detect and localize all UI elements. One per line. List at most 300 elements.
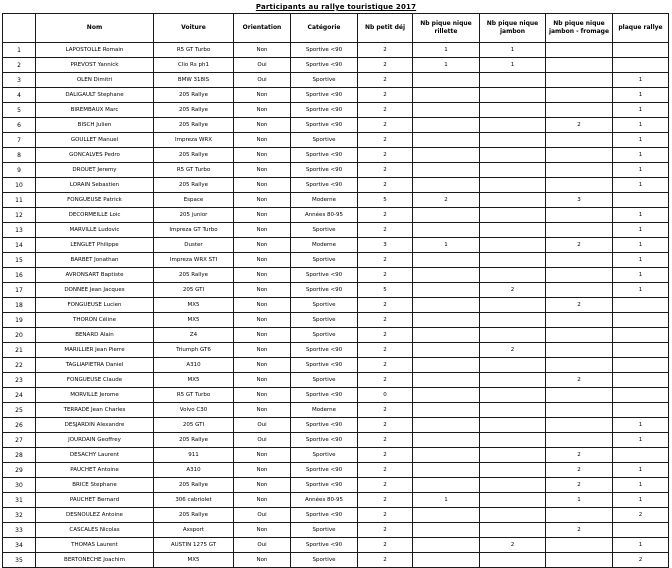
cell-categorie[interactable]: Sportive xyxy=(291,448,358,463)
cell-index[interactable]: 15 xyxy=(3,253,36,268)
cell-voiture[interactable]: A310 xyxy=(154,463,234,478)
cell-jambon[interactable] xyxy=(480,223,546,238)
cell-jambon-fromage[interactable] xyxy=(546,343,613,358)
cell-index[interactable]: 27 xyxy=(3,433,36,448)
cell-rillette[interactable] xyxy=(413,343,480,358)
cell-rillette[interactable] xyxy=(413,463,480,478)
cell-nom[interactable]: LAPOSTOLLE Romain xyxy=(36,43,154,58)
cell-nom[interactable]: LORAIN Sebastien xyxy=(36,178,154,193)
cell-nom[interactable]: CASCALES Nicolas xyxy=(36,523,154,538)
cell-jambon-fromage[interactable] xyxy=(546,73,613,88)
header-orientation[interactable]: Orientation xyxy=(234,14,291,43)
cell-jambon[interactable] xyxy=(480,373,546,388)
cell-plaque[interactable] xyxy=(613,43,669,58)
cell-orientation[interactable]: Non xyxy=(234,148,291,163)
cell-jambon-fromage[interactable] xyxy=(546,433,613,448)
cell-voiture[interactable]: 205 GTI xyxy=(154,418,234,433)
cell-jambon-fromage[interactable]: 3 xyxy=(546,193,613,208)
cell-nom[interactable]: DESNOULEZ Antoine xyxy=(36,508,154,523)
cell-petit-dej[interactable]: 2 xyxy=(358,403,413,418)
cell-categorie[interactable]: Sportive <90 xyxy=(291,178,358,193)
cell-nom[interactable]: BENARD Alain xyxy=(36,328,154,343)
cell-jambon-fromage[interactable] xyxy=(546,103,613,118)
cell-voiture[interactable]: 911 xyxy=(154,448,234,463)
cell-orientation[interactable]: Non xyxy=(234,103,291,118)
cell-nom[interactable]: DROUET Jeremy xyxy=(36,163,154,178)
cell-nom[interactable]: GONCALVES Pedro xyxy=(36,148,154,163)
cell-nom[interactable]: JOURDAIN Geoffrey xyxy=(36,433,154,448)
cell-voiture[interactable]: Triumph GT6 xyxy=(154,343,234,358)
cell-index[interactable]: 13 xyxy=(3,223,36,238)
cell-index[interactable]: 6 xyxy=(3,118,36,133)
cell-rillette[interactable] xyxy=(413,253,480,268)
cell-orientation[interactable]: Oui xyxy=(234,418,291,433)
cell-voiture[interactable]: BMW 318IS xyxy=(154,73,234,88)
cell-index[interactable]: 26 xyxy=(3,418,36,433)
cell-jambon[interactable] xyxy=(480,148,546,163)
cell-nom[interactable]: TAGLIAPIETRA Daniel xyxy=(36,358,154,373)
cell-petit-dej[interactable]: 2 xyxy=(358,268,413,283)
cell-plaque[interactable]: 1 xyxy=(613,238,669,253)
cell-voiture[interactable]: Espace xyxy=(154,193,234,208)
cell-nom[interactable]: PAUCHET Bernard xyxy=(36,493,154,508)
cell-index[interactable]: 1 xyxy=(3,43,36,58)
cell-plaque[interactable]: 1 xyxy=(613,208,669,223)
cell-index[interactable]: 4 xyxy=(3,88,36,103)
cell-plaque[interactable] xyxy=(613,328,669,343)
cell-voiture[interactable]: 306 cabriolet xyxy=(154,493,234,508)
cell-rillette[interactable] xyxy=(413,523,480,538)
cell-categorie[interactable]: Sportive xyxy=(291,298,358,313)
cell-voiture[interactable]: MX5 xyxy=(154,373,234,388)
cell-petit-dej[interactable]: 5 xyxy=(358,193,413,208)
cell-index[interactable]: 23 xyxy=(3,373,36,388)
cell-rillette[interactable] xyxy=(413,538,480,553)
cell-rillette[interactable] xyxy=(413,298,480,313)
cell-index[interactable]: 32 xyxy=(3,508,36,523)
cell-plaque[interactable]: 1 xyxy=(613,268,669,283)
cell-categorie[interactable]: Sportive <90 xyxy=(291,358,358,373)
cell-rillette[interactable] xyxy=(413,118,480,133)
cell-index[interactable]: 14 xyxy=(3,238,36,253)
cell-plaque[interactable]: 1 xyxy=(613,163,669,178)
cell-plaque[interactable] xyxy=(613,358,669,373)
cell-plaque[interactable] xyxy=(613,298,669,313)
cell-petit-dej[interactable]: 2 xyxy=(358,448,413,463)
cell-jambon-fromage[interactable]: 2 xyxy=(546,373,613,388)
cell-rillette[interactable] xyxy=(413,178,480,193)
cell-petit-dej[interactable]: 2 xyxy=(358,508,413,523)
cell-nom[interactable]: BISCH Julien xyxy=(36,118,154,133)
cell-petit-dej[interactable]: 2 xyxy=(358,328,413,343)
cell-orientation[interactable]: Non xyxy=(234,373,291,388)
cell-jambon[interactable] xyxy=(480,133,546,148)
cell-jambon-fromage[interactable] xyxy=(546,133,613,148)
cell-petit-dej[interactable]: 2 xyxy=(358,373,413,388)
cell-orientation[interactable]: Oui xyxy=(234,433,291,448)
cell-index[interactable]: 11 xyxy=(3,193,36,208)
cell-rillette[interactable] xyxy=(413,133,480,148)
cell-nom[interactable]: GOULLET Manuel xyxy=(36,133,154,148)
cell-index[interactable]: 24 xyxy=(3,388,36,403)
cell-petit-dej[interactable]: 2 xyxy=(358,73,413,88)
cell-index[interactable]: 17 xyxy=(3,283,36,298)
cell-rillette[interactable] xyxy=(413,373,480,388)
cell-jambon[interactable] xyxy=(480,358,546,373)
cell-index[interactable]: 22 xyxy=(3,358,36,373)
cell-rillette[interactable] xyxy=(413,328,480,343)
cell-rillette[interactable] xyxy=(413,103,480,118)
cell-orientation[interactable]: Non xyxy=(234,523,291,538)
cell-nom[interactable]: DESJARDIN Alexandre xyxy=(36,418,154,433)
cell-index[interactable]: 35 xyxy=(3,553,36,568)
cell-categorie[interactable]: Sportive <90 xyxy=(291,163,358,178)
header-index[interactable] xyxy=(3,14,36,43)
cell-jambon-fromage[interactable] xyxy=(546,223,613,238)
cell-index[interactable]: 33 xyxy=(3,523,36,538)
cell-rillette[interactable] xyxy=(413,73,480,88)
cell-voiture[interactable]: AUSTIN 1275 GT xyxy=(154,538,234,553)
cell-voiture[interactable]: A310 xyxy=(154,358,234,373)
cell-voiture[interactable]: Clio Rs ph1 xyxy=(154,58,234,73)
cell-jambon-fromage[interactable] xyxy=(546,388,613,403)
cell-plaque[interactable]: 1 xyxy=(613,283,669,298)
cell-jambon-fromage[interactable] xyxy=(546,538,613,553)
cell-jambon-fromage[interactable]: 2 xyxy=(546,448,613,463)
cell-categorie[interactable]: Sportive <90 xyxy=(291,43,358,58)
cell-orientation[interactable]: Non xyxy=(234,358,291,373)
cell-voiture[interactable]: Impreza GT Turbo xyxy=(154,223,234,238)
cell-plaque[interactable] xyxy=(613,58,669,73)
cell-categorie[interactable]: Sportive <90 xyxy=(291,88,358,103)
cell-nom[interactable]: LENGLET Philippe xyxy=(36,238,154,253)
cell-index[interactable]: 20 xyxy=(3,328,36,343)
cell-voiture[interactable]: Axsport xyxy=(154,523,234,538)
cell-jambon[interactable] xyxy=(480,523,546,538)
cell-categorie[interactable]: Moderne xyxy=(291,403,358,418)
cell-nom[interactable]: DESACHY Laurent xyxy=(36,448,154,463)
cell-voiture[interactable]: Impreza WRX xyxy=(154,133,234,148)
cell-index[interactable]: 9 xyxy=(3,163,36,178)
cell-petit-dej[interactable]: 2 xyxy=(358,148,413,163)
cell-nom[interactable]: FONGUEUSE Claude xyxy=(36,373,154,388)
cell-voiture[interactable]: 205 junior xyxy=(154,208,234,223)
cell-petit-dej[interactable]: 2 xyxy=(358,433,413,448)
cell-rillette[interactable] xyxy=(413,388,480,403)
cell-voiture[interactable]: MX5 xyxy=(154,553,234,568)
cell-index[interactable]: 8 xyxy=(3,148,36,163)
header-plaque-rallye[interactable]: plaque rallye xyxy=(613,14,669,43)
cell-nom[interactable]: FONGUEUSE Patrick xyxy=(36,193,154,208)
cell-categorie[interactable]: Sportive xyxy=(291,553,358,568)
cell-rillette[interactable] xyxy=(413,313,480,328)
cell-jambon[interactable] xyxy=(480,463,546,478)
cell-orientation[interactable]: Non xyxy=(234,88,291,103)
cell-voiture[interactable]: 205 Rallye xyxy=(154,178,234,193)
cell-voiture[interactable]: 205 Rallye xyxy=(154,508,234,523)
cell-voiture[interactable]: R5 GT Turbo xyxy=(154,388,234,403)
cell-nom[interactable]: MARILLIER Jean Pierre xyxy=(36,343,154,358)
cell-index[interactable]: 10 xyxy=(3,178,36,193)
cell-plaque[interactable]: 1 xyxy=(613,178,669,193)
cell-jambon[interactable] xyxy=(480,403,546,418)
cell-plaque[interactable]: 1 xyxy=(613,118,669,133)
cell-index[interactable]: 25 xyxy=(3,403,36,418)
cell-jambon[interactable] xyxy=(480,193,546,208)
cell-orientation[interactable]: Non xyxy=(234,298,291,313)
cell-nom[interactable]: BRICE Stephane xyxy=(36,478,154,493)
cell-jambon[interactable] xyxy=(480,478,546,493)
cell-petit-dej[interactable]: 3 xyxy=(358,238,413,253)
cell-jambon-fromage[interactable] xyxy=(546,163,613,178)
cell-jambon-fromage[interactable]: 2 xyxy=(546,523,613,538)
cell-jambon[interactable] xyxy=(480,268,546,283)
cell-jambon-fromage[interactable]: 2 xyxy=(546,298,613,313)
cell-orientation[interactable]: Non xyxy=(234,238,291,253)
cell-categorie[interactable]: Sportive <90 xyxy=(291,538,358,553)
cell-voiture[interactable]: 205 Rallye xyxy=(154,478,234,493)
cell-orientation[interactable]: Non xyxy=(234,328,291,343)
cell-jambon-fromage[interactable] xyxy=(546,358,613,373)
cell-categorie[interactable]: Sportive <90 xyxy=(291,268,358,283)
cell-rillette[interactable] xyxy=(413,283,480,298)
cell-index[interactable]: 16 xyxy=(3,268,36,283)
cell-jambon[interactable] xyxy=(480,178,546,193)
cell-index[interactable]: 21 xyxy=(3,343,36,358)
cell-categorie[interactable]: Sportive <90 xyxy=(291,148,358,163)
cell-nom[interactable]: AVRONSART Baptiste xyxy=(36,268,154,283)
cell-nom[interactable]: FONGUEUSE Lucien xyxy=(36,298,154,313)
cell-petit-dej[interactable]: 0 xyxy=(358,388,413,403)
cell-plaque[interactable] xyxy=(613,313,669,328)
cell-orientation[interactable]: Oui xyxy=(234,538,291,553)
cell-petit-dej[interactable]: 2 xyxy=(358,463,413,478)
cell-plaque[interactable]: 1 xyxy=(613,148,669,163)
cell-index[interactable]: 2 xyxy=(3,58,36,73)
cell-petit-dej[interactable]: 2 xyxy=(358,118,413,133)
cell-jambon[interactable] xyxy=(480,493,546,508)
cell-petit-dej[interactable]: 2 xyxy=(358,493,413,508)
cell-petit-dej[interactable]: 2 xyxy=(358,223,413,238)
cell-jambon[interactable]: 1 xyxy=(480,58,546,73)
cell-nom[interactable]: DALIGAULT Stephane xyxy=(36,88,154,103)
cell-nom[interactable]: MARVILLE Ludovic xyxy=(36,223,154,238)
cell-jambon[interactable] xyxy=(480,118,546,133)
cell-voiture[interactable]: Duster xyxy=(154,238,234,253)
cell-orientation[interactable]: Non xyxy=(234,208,291,223)
cell-orientation[interactable]: Non xyxy=(234,223,291,238)
cell-categorie[interactable]: Années 80-95 xyxy=(291,493,358,508)
cell-jambon[interactable] xyxy=(480,163,546,178)
cell-voiture[interactable]: 205 Rallye xyxy=(154,88,234,103)
cell-rillette[interactable] xyxy=(413,268,480,283)
cell-categorie[interactable]: Sportive <90 xyxy=(291,103,358,118)
header-pique-nique-jambon[interactable]: Nb pique nique jambon xyxy=(480,14,546,43)
cell-plaque[interactable]: 1 xyxy=(613,73,669,88)
cell-petit-dej[interactable]: 2 xyxy=(358,43,413,58)
cell-jambon[interactable] xyxy=(480,328,546,343)
cell-petit-dej[interactable]: 2 xyxy=(358,58,413,73)
cell-categorie[interactable]: Sportive <90 xyxy=(291,118,358,133)
cell-categorie[interactable]: Années 80-95 xyxy=(291,208,358,223)
cell-jambon[interactable] xyxy=(480,508,546,523)
cell-jambon[interactable] xyxy=(480,313,546,328)
cell-index[interactable]: 18 xyxy=(3,298,36,313)
cell-plaque[interactable] xyxy=(613,343,669,358)
cell-nom[interactable]: DECORMEILLE Loic xyxy=(36,208,154,223)
cell-orientation[interactable]: Non xyxy=(234,463,291,478)
cell-jambon[interactable] xyxy=(480,433,546,448)
cell-jambon-fromage[interactable] xyxy=(546,253,613,268)
cell-jambon-fromage[interactable] xyxy=(546,43,613,58)
cell-voiture[interactable]: 205 Rallye xyxy=(154,268,234,283)
cell-rillette[interactable] xyxy=(413,358,480,373)
cell-voiture[interactable]: Impreza WRX STI xyxy=(154,253,234,268)
cell-jambon-fromage[interactable]: 2 xyxy=(546,478,613,493)
cell-plaque[interactable] xyxy=(613,193,669,208)
cell-jambon-fromage[interactable] xyxy=(546,508,613,523)
cell-jambon[interactable]: 2 xyxy=(480,283,546,298)
cell-jambon-fromage[interactable] xyxy=(546,268,613,283)
cell-plaque[interactable] xyxy=(613,403,669,418)
cell-plaque[interactable]: 1 xyxy=(613,133,669,148)
cell-petit-dej[interactable]: 2 xyxy=(358,523,413,538)
cell-jambon-fromage[interactable]: 2 xyxy=(546,238,613,253)
cell-jambon[interactable] xyxy=(480,448,546,463)
cell-voiture[interactable]: MX5 xyxy=(154,298,234,313)
cell-rillette[interactable] xyxy=(413,403,480,418)
cell-plaque[interactable]: 2 xyxy=(613,553,669,568)
cell-orientation[interactable]: Non xyxy=(234,133,291,148)
cell-orientation[interactable]: Non xyxy=(234,43,291,58)
cell-categorie[interactable]: Sportive xyxy=(291,313,358,328)
cell-orientation[interactable]: Non xyxy=(234,448,291,463)
cell-orientation[interactable]: Non xyxy=(234,163,291,178)
cell-index[interactable]: 19 xyxy=(3,313,36,328)
cell-jambon-fromage[interactable]: 2 xyxy=(546,118,613,133)
cell-petit-dej[interactable]: 2 xyxy=(358,163,413,178)
cell-rillette[interactable]: 1 xyxy=(413,238,480,253)
cell-petit-dej[interactable]: 2 xyxy=(358,133,413,148)
cell-jambon-fromage[interactable] xyxy=(546,313,613,328)
cell-jambon-fromage[interactable] xyxy=(546,178,613,193)
cell-petit-dej[interactable]: 2 xyxy=(358,553,413,568)
cell-jambon[interactable] xyxy=(480,73,546,88)
cell-voiture[interactable]: R5 GT Turbo xyxy=(154,163,234,178)
cell-rillette[interactable] xyxy=(413,448,480,463)
cell-nom[interactable]: BERTONECHE Joachim xyxy=(36,553,154,568)
cell-jambon[interactable] xyxy=(480,298,546,313)
cell-jambon-fromage[interactable]: 1 xyxy=(546,493,613,508)
cell-plaque[interactable] xyxy=(613,373,669,388)
cell-rillette[interactable] xyxy=(413,223,480,238)
cell-categorie[interactable]: Moderne xyxy=(291,193,358,208)
cell-rillette[interactable] xyxy=(413,148,480,163)
cell-petit-dej[interactable]: 2 xyxy=(358,343,413,358)
cell-categorie[interactable]: Sportive <90 xyxy=(291,433,358,448)
cell-index[interactable]: 12 xyxy=(3,208,36,223)
cell-petit-dej[interactable]: 2 xyxy=(358,298,413,313)
cell-index[interactable]: 7 xyxy=(3,133,36,148)
cell-plaque[interactable]: 1 xyxy=(613,223,669,238)
cell-nom[interactable]: BARBET Jonathan xyxy=(36,253,154,268)
header-categorie[interactable]: Catégorie xyxy=(291,14,358,43)
cell-rillette[interactable] xyxy=(413,208,480,223)
cell-categorie[interactable]: Sportive xyxy=(291,523,358,538)
cell-orientation[interactable]: Non xyxy=(234,493,291,508)
cell-index[interactable]: 30 xyxy=(3,478,36,493)
cell-petit-dej[interactable]: 2 xyxy=(358,253,413,268)
cell-plaque[interactable] xyxy=(613,523,669,538)
header-pique-nique-jambon-fromage[interactable]: Nb pique nique jambon - fromage xyxy=(546,14,613,43)
cell-categorie[interactable]: Sportive xyxy=(291,253,358,268)
cell-index[interactable]: 5 xyxy=(3,103,36,118)
cell-categorie[interactable]: Sportive <90 xyxy=(291,388,358,403)
header-nom[interactable]: Nom xyxy=(36,14,154,43)
cell-petit-dej[interactable]: 2 xyxy=(358,178,413,193)
cell-jambon[interactable] xyxy=(480,553,546,568)
cell-orientation[interactable]: Non xyxy=(234,313,291,328)
cell-rillette[interactable]: 2 xyxy=(413,193,480,208)
cell-rillette[interactable]: 1 xyxy=(413,58,480,73)
cell-categorie[interactable]: Sportive <90 xyxy=(291,508,358,523)
cell-nom[interactable]: THOMAS Laurent xyxy=(36,538,154,553)
cell-categorie[interactable]: Sportive <90 xyxy=(291,418,358,433)
cell-index[interactable]: 31 xyxy=(3,493,36,508)
cell-jambon-fromage[interactable] xyxy=(546,208,613,223)
cell-petit-dej[interactable]: 2 xyxy=(358,538,413,553)
cell-voiture[interactable]: 205 Rallye xyxy=(154,148,234,163)
cell-orientation[interactable]: Non xyxy=(234,343,291,358)
cell-petit-dej[interactable]: 2 xyxy=(358,208,413,223)
cell-orientation[interactable]: Non xyxy=(234,178,291,193)
cell-voiture[interactable]: 205 GTI xyxy=(154,283,234,298)
cell-categorie[interactable]: Sportive xyxy=(291,223,358,238)
cell-nom[interactable]: PAUCHET Antoine xyxy=(36,463,154,478)
cell-categorie[interactable]: Sportive xyxy=(291,373,358,388)
cell-nom[interactable]: BIREMBAUX Marc xyxy=(36,103,154,118)
cell-categorie[interactable]: Sportive <90 xyxy=(291,343,358,358)
cell-plaque[interactable]: 1 xyxy=(613,88,669,103)
cell-jambon-fromage[interactable] xyxy=(546,403,613,418)
cell-index[interactable]: 34 xyxy=(3,538,36,553)
cell-jambon-fromage[interactable] xyxy=(546,283,613,298)
cell-rillette[interactable] xyxy=(413,478,480,493)
cell-orientation[interactable]: Non xyxy=(234,478,291,493)
cell-orientation[interactable]: Non xyxy=(234,193,291,208)
cell-orientation[interactable]: Non xyxy=(234,403,291,418)
cell-plaque[interactable]: 2 xyxy=(613,508,669,523)
cell-voiture[interactable]: Z4 xyxy=(154,328,234,343)
cell-rillette[interactable] xyxy=(413,433,480,448)
cell-jambon[interactable] xyxy=(480,103,546,118)
cell-jambon[interactable] xyxy=(480,418,546,433)
cell-orientation[interactable]: Oui xyxy=(234,508,291,523)
cell-rillette[interactable]: 1 xyxy=(413,43,480,58)
cell-plaque[interactable]: 1 xyxy=(613,538,669,553)
cell-jambon[interactable] xyxy=(480,208,546,223)
cell-jambon-fromage[interactable] xyxy=(546,553,613,568)
cell-orientation[interactable]: Oui xyxy=(234,73,291,88)
cell-jambon[interactable] xyxy=(480,238,546,253)
cell-plaque[interactable]: 1 xyxy=(613,103,669,118)
cell-rillette[interactable] xyxy=(413,508,480,523)
cell-jambon-fromage[interactable] xyxy=(546,418,613,433)
cell-plaque[interactable] xyxy=(613,448,669,463)
cell-plaque[interactable]: 1 xyxy=(613,433,669,448)
cell-orientation[interactable]: Oui xyxy=(234,58,291,73)
cell-orientation[interactable]: Non xyxy=(234,553,291,568)
